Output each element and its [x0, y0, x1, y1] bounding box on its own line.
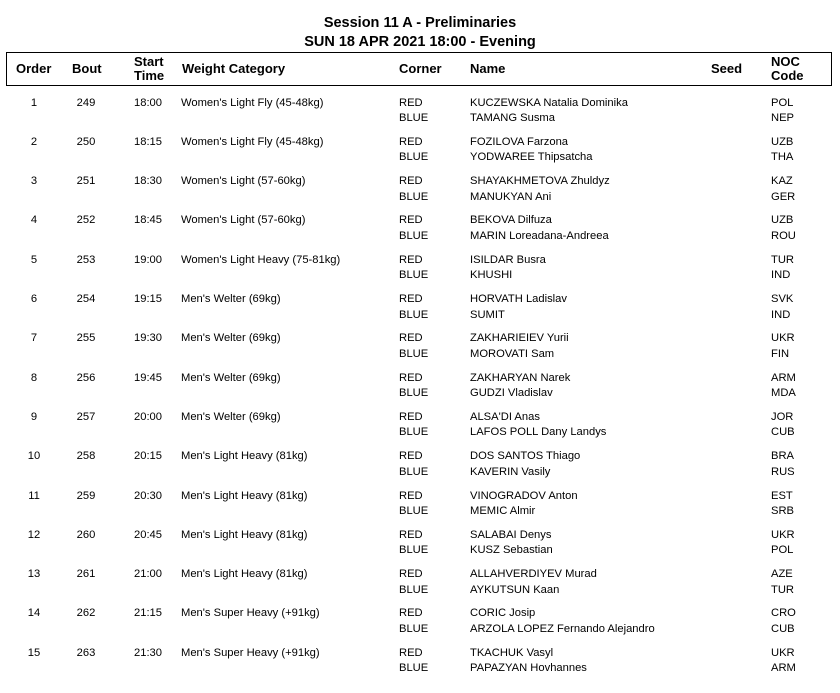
cell-order: 8 [30, 371, 38, 384]
cell-red-corner: RED [399, 607, 423, 620]
cell-blue-corner: BLUE [399, 229, 429, 242]
cell-bout: 258 [76, 450, 96, 463]
cell-bout: 257 [76, 410, 96, 423]
session-date: SUN 18 APR 2021 18:00 - Evening [304, 34, 536, 50]
cell-blue-noc: POL [771, 544, 794, 557]
cell-blue-name: PAPAZYAN Hovhannes [470, 662, 587, 675]
cell-red-noc: SVK [771, 293, 794, 305]
cell-blue-noc: THA [771, 151, 794, 164]
cell-red-name: ISILDAR Busra [470, 253, 546, 266]
cell-red-corner: RED [399, 253, 423, 266]
cell-blue-name: MANUKYAN Ani [470, 190, 552, 203]
cell-time: 18:15 [134, 135, 162, 148]
cell-red-noc: EST [771, 489, 793, 502]
cell-blue-corner: BLUE [399, 544, 429, 557]
cell-bout: 254 [76, 293, 96, 305]
cell-blue-name: LAFOS POLL Dany Landys [470, 426, 607, 439]
table-row [0, 567, 840, 603]
cell-category: Women's Light Heavy (75-81kg) [181, 253, 341, 266]
cell-order: 11 [28, 489, 40, 502]
cell-category: Women's Light Fly (45-48kg) [181, 96, 324, 109]
header-noc-line1: NOC [771, 54, 800, 69]
cell-blue-name: MOROVATI Sam [470, 347, 555, 360]
cell-blue-name: MARIN Loreadana-Andreea [470, 229, 609, 242]
cell-time: 20:00 [134, 410, 162, 423]
cell-order: 10 [27, 450, 41, 463]
cell-time: 18:45 [134, 214, 162, 227]
cell-category: Men's Welter (69kg) [181, 332, 281, 345]
header-noc-line2: Code [771, 68, 804, 83]
cell-red-corner: RED [399, 489, 423, 502]
cell-blue-corner: BLUE [399, 426, 429, 439]
cell-red-name: ZAKHARIEIEV Yurii [470, 332, 569, 345]
cell-order: 13 [27, 568, 41, 581]
cell-blue-noc: RUS [771, 465, 795, 478]
cell-blue-name: AYKUTSUN Kaan [470, 583, 560, 596]
table-row [0, 96, 840, 132]
cell-blue-noc: IND [771, 269, 791, 282]
cell-category: Women's Light Fly (45-48kg) [181, 135, 324, 148]
cell-time: 21:30 [134, 646, 162, 659]
cell-red-name: VINOGRADOV Anton [470, 489, 578, 502]
cell-order: 2 [30, 135, 38, 148]
cell-red-corner: RED [399, 96, 423, 109]
cell-blue-noc: GER [771, 190, 796, 203]
cell-red-corner: RED [399, 175, 423, 188]
cell-red-corner: RED [399, 410, 423, 423]
cell-time: 19:00 [134, 253, 162, 266]
cell-blue-noc: MDA [771, 387, 796, 400]
header-noc-code [771, 55, 804, 83]
table-row [0, 371, 840, 407]
cell-time: 20:15 [134, 450, 162, 463]
cell-category: Women's Light (57-60kg) [181, 214, 306, 227]
table-row [0, 253, 840, 289]
cell-category: Men's Welter (69kg) [181, 410, 281, 423]
cell-order: 4 [30, 214, 38, 227]
cell-time: 21:15 [134, 607, 162, 620]
cell-red-noc: BRA [771, 450, 795, 463]
cell-blue-name: KUSZ Sebastian [470, 544, 553, 557]
cell-blue-corner: BLUE [399, 269, 429, 282]
cell-bout: 253 [76, 253, 96, 266]
cell-bout: 263 [76, 646, 96, 659]
cell-blue-noc: ROU [771, 229, 796, 242]
cell-blue-corner: BLUE [399, 112, 429, 124]
cell-bout: 256 [76, 371, 96, 384]
cell-category: Men's Super Heavy (+91kg) [181, 607, 320, 620]
header-seed: Seed [711, 61, 743, 76]
table-row [0, 606, 840, 642]
cell-category: Men's Welter (69kg) [181, 293, 281, 305]
cell-red-corner: RED [399, 568, 423, 581]
cell-blue-corner: BLUE [399, 622, 429, 635]
cell-red-name: SALABAI Denys [470, 528, 552, 541]
cell-blue-corner: BLUE [399, 505, 429, 517]
cell-time: 19:30 [134, 332, 162, 345]
cell-red-corner: RED [399, 135, 423, 148]
cell-blue-name: GUDZI Vladislav [470, 387, 553, 400]
cell-red-noc: UZB [771, 214, 794, 227]
cell-red-name: HORVATH Ladislav [470, 293, 567, 305]
table-row [0, 292, 840, 328]
cell-blue-corner: BLUE [399, 662, 429, 675]
cell-time: 18:30 [134, 175, 162, 188]
cell-red-noc: CRO [771, 607, 796, 620]
cell-red-corner: RED [399, 528, 423, 541]
table-row [0, 646, 840, 682]
cell-blue-noc: IND [771, 308, 791, 321]
cell-red-name: FOZILOVA Farzona [470, 135, 569, 148]
header-start-time-line1: Start [134, 54, 164, 69]
cell-bout: 261 [76, 568, 96, 581]
cell-red-noc: ARM [771, 371, 796, 384]
cell-bout: 251 [76, 175, 96, 188]
table-row [0, 410, 840, 446]
cell-category: Men's Light Heavy (81kg) [181, 489, 308, 502]
table-row [0, 135, 840, 171]
cell-order: 5 [30, 253, 38, 266]
header-start-time [134, 55, 164, 83]
header-weight-category: Weight Category [182, 61, 286, 76]
cell-red-corner: RED [399, 371, 423, 384]
cell-blue-name: KHUSHI [470, 269, 513, 282]
session-title: Session 11 A - Preliminaries [323, 15, 517, 31]
cell-red-noc: UKR [771, 332, 795, 345]
cell-blue-corner: BLUE [399, 387, 429, 400]
cell-red-noc: UKR [771, 646, 795, 659]
cell-time: 21:00 [134, 568, 162, 581]
cell-red-noc: TUR [771, 253, 794, 266]
cell-blue-noc: TUR [771, 583, 794, 596]
cell-red-corner: RED [399, 214, 423, 227]
cell-blue-noc: SRB [771, 505, 795, 517]
cell-blue-corner: BLUE [399, 308, 429, 321]
header-corner: Corner [399, 61, 442, 76]
cell-red-name: TKACHUK Vasyl [470, 646, 554, 659]
cell-red-corner: RED [399, 293, 423, 305]
cell-red-name: BEKOVA Dilfuza [470, 214, 552, 227]
cell-time: 20:30 [134, 489, 162, 502]
cell-blue-name: TAMANG Susma [470, 112, 555, 124]
cell-blue-name: ARZOLA LOPEZ Fernando Alejandro [470, 622, 655, 635]
cell-category: Men's Light Heavy (81kg) [181, 528, 308, 541]
cell-red-noc: JOR [771, 410, 794, 423]
cell-red-corner: RED [399, 646, 423, 659]
cell-blue-name: KAVERIN Vasily [470, 465, 551, 478]
cell-bout: 262 [76, 607, 96, 620]
cell-blue-noc: FIN [771, 347, 790, 360]
cell-red-name: KUCZEWSKA Natalia Dominika [470, 96, 628, 109]
cell-red-noc: KAZ [771, 175, 793, 188]
cell-red-noc: UZB [771, 135, 794, 148]
cell-blue-corner: BLUE [399, 465, 429, 478]
cell-bout: 255 [76, 332, 96, 345]
table-row [0, 528, 840, 564]
cell-time: 18:00 [134, 96, 162, 109]
cell-blue-name: YODWAREE Thipsatcha [470, 151, 593, 164]
cell-time: 19:45 [134, 371, 162, 384]
cell-red-noc: POL [771, 96, 794, 109]
cell-red-noc: UKR [771, 528, 795, 541]
cell-bout: 260 [76, 528, 96, 541]
cell-order: 6 [30, 293, 38, 305]
cell-red-name: SHAYAKHMETOVA Zhuldyz [470, 175, 610, 188]
header-order: Order [16, 61, 52, 76]
cell-bout: 249 [76, 96, 96, 109]
cell-bout: 250 [76, 135, 96, 148]
cell-order: 3 [30, 175, 38, 188]
cell-red-noc: AZE [771, 568, 793, 581]
cell-blue-corner: BLUE [399, 583, 429, 596]
cell-order: 1 [30, 96, 38, 109]
header-bout: Bout [72, 61, 102, 76]
header-name: Name [470, 61, 506, 76]
cell-red-name: ALSA'DI Anas [470, 410, 540, 423]
table-row [0, 174, 840, 210]
cell-blue-name: MEMIC Almir [470, 505, 536, 517]
cell-red-corner: RED [399, 332, 423, 345]
cell-blue-noc: CUB [771, 622, 795, 635]
table-row [0, 449, 840, 485]
cell-order: 14 [27, 607, 41, 620]
table-header [6, 52, 832, 86]
cell-bout: 252 [76, 214, 96, 227]
cell-red-name: DOS SANTOS Thiago [470, 450, 581, 463]
cell-blue-name: SUMIT [470, 308, 505, 321]
table-row [0, 489, 840, 525]
cell-time: 20:45 [134, 528, 162, 541]
cell-category: Women's Light (57-60kg) [181, 175, 306, 188]
cell-blue-noc: NEP [771, 112, 795, 124]
cell-blue-corner: BLUE [399, 190, 429, 203]
cell-category: Men's Light Heavy (81kg) [181, 568, 308, 581]
cell-order: 15 [27, 646, 41, 659]
cell-order: 12 [27, 528, 41, 541]
cell-red-name: ALLAHVERDIYEV Murad [470, 568, 597, 581]
header-start-time-line2: Time [134, 68, 165, 83]
cell-blue-noc: ARM [771, 662, 796, 675]
cell-bout: 259 [76, 489, 96, 502]
cell-category: Men's Light Heavy (81kg) [181, 450, 308, 463]
cell-order: 9 [30, 410, 38, 423]
table-row [0, 213, 840, 249]
cell-blue-corner: BLUE [399, 347, 429, 360]
cell-red-corner: RED [399, 450, 423, 463]
cell-red-name: ZAKHARYAN Narek [470, 371, 571, 384]
cell-red-name: CORIC Josip [470, 607, 536, 620]
cell-blue-noc: CUB [771, 426, 795, 439]
cell-blue-corner: BLUE [399, 151, 429, 164]
cell-order: 7 [30, 332, 38, 345]
cell-category: Men's Welter (69kg) [181, 371, 281, 384]
cell-category: Men's Super Heavy (+91kg) [181, 646, 320, 659]
table-row [0, 331, 840, 367]
cell-time: 19:15 [134, 293, 162, 305]
